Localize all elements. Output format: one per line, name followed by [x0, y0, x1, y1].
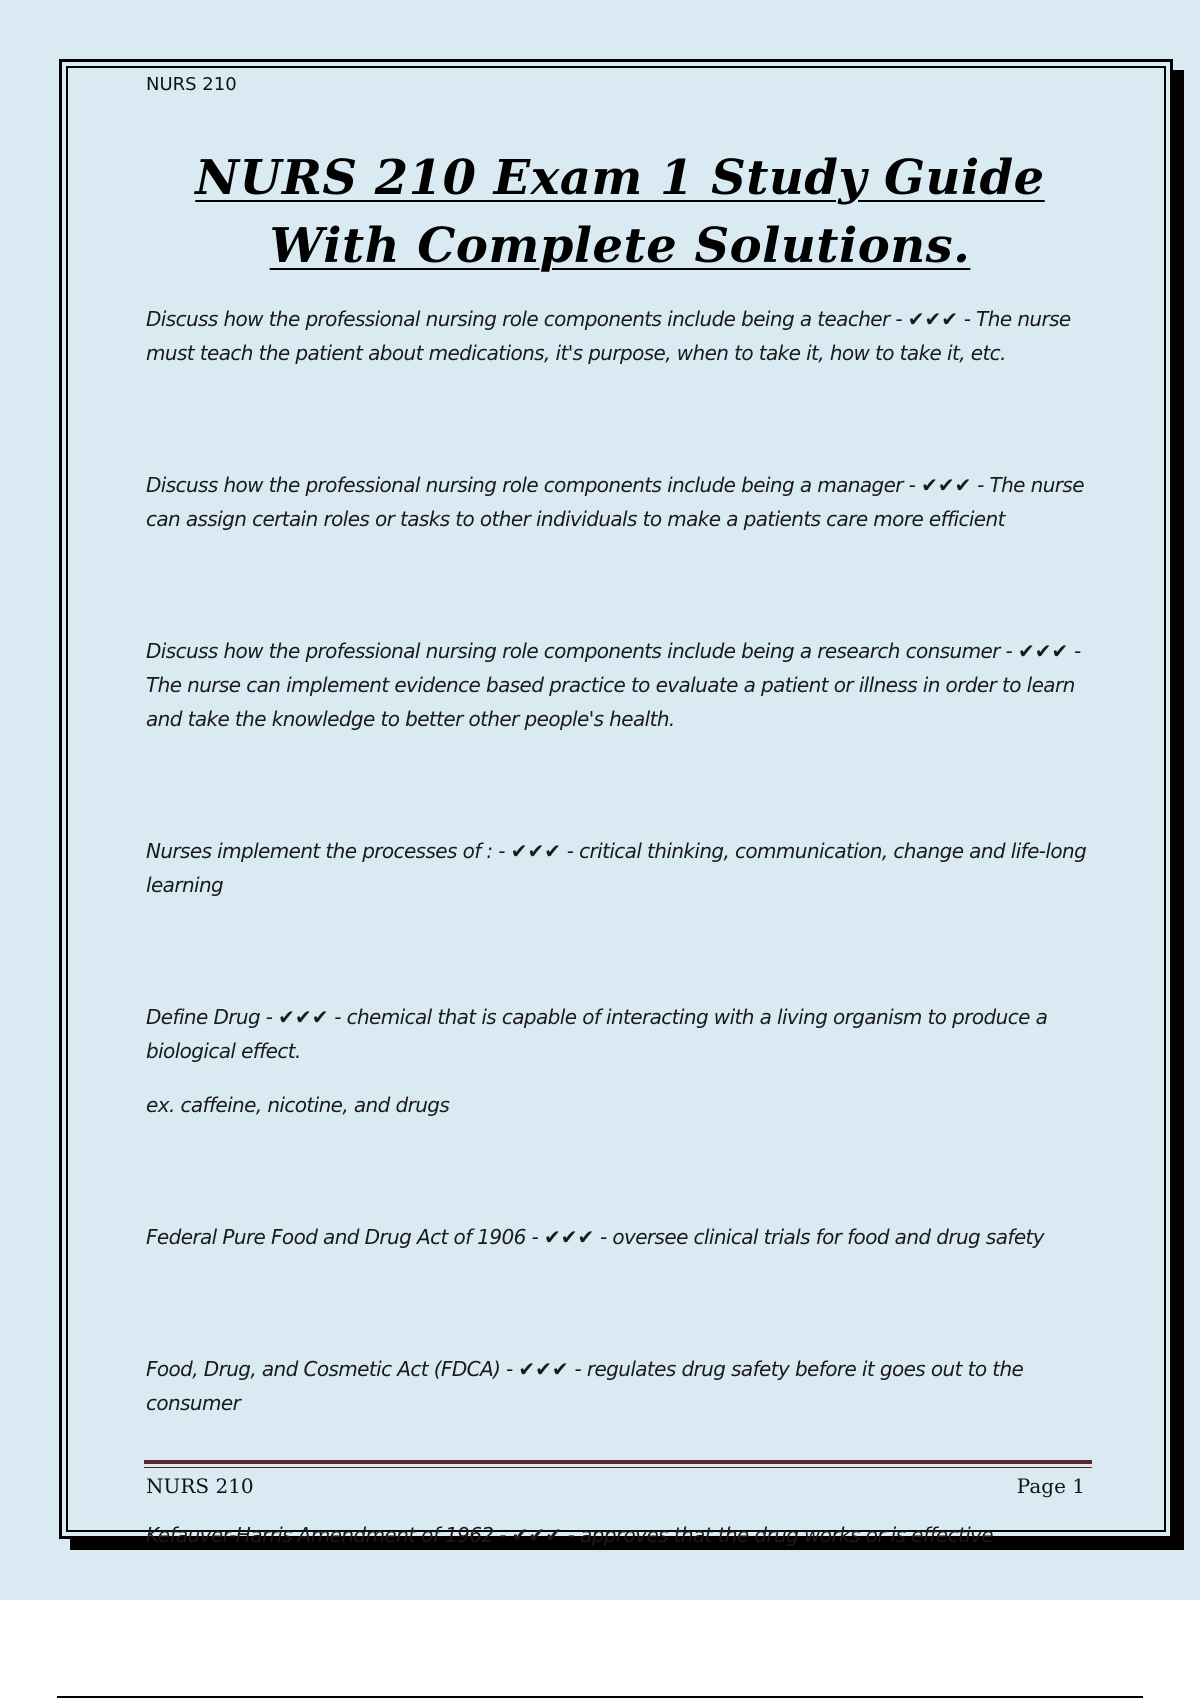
qa-entry — [146, 468, 1091, 536]
footer-page-number: Page 1 — [1016, 1474, 1085, 1498]
question-text: Food, Drug, and Cosmetic Act (FDCA) - — [146, 1357, 519, 1381]
footer-divider-thin — [144, 1467, 1092, 1468]
qa-text — [146, 634, 1091, 736]
study-guide-entries — [146, 302, 1091, 1552]
qa-text — [146, 1000, 1091, 1068]
qa-entry — [146, 302, 1091, 370]
qa-entry — [146, 1000, 1091, 1122]
checkmark-icon: ✔✔✔ — [278, 1005, 329, 1029]
answer-text: - critical thinking, communication, change and life-long learning — [146, 839, 1087, 897]
question-text: Define Drug - — [146, 1005, 279, 1029]
qa-text — [146, 468, 1091, 536]
header-course-code: NURS 210 — [146, 74, 237, 95]
next-page-top-border — [57, 1696, 1143, 1698]
title-line-2: With Complete Solutions. — [269, 218, 971, 274]
question-text: Federal Pure Food and Drug Act of 1906 - — [146, 1225, 544, 1249]
qa-entry — [146, 1352, 1091, 1420]
answer-text: - chemical that is capable of interacting with a living organism to produce a biological effect. — [146, 1005, 1048, 1063]
checkmark-icon: ✔✔✔ — [907, 307, 959, 331]
qa-text — [146, 1352, 1091, 1420]
checkmark-icon: ✔✔✔ — [511, 1523, 562, 1547]
answer-text: - regulates drug safety before it goes out to the consumer — [146, 1357, 1024, 1415]
checkmark-icon: ✔✔✔ — [510, 839, 561, 863]
qa-entry — [146, 834, 1091, 902]
qa-text — [146, 1518, 1091, 1552]
answer-text: - The nurse must teach the patient about medications, it's purpose, when to take it, how to take it, etc. — [146, 307, 1071, 365]
answer-text: - oversee clinical trials for food and drug safety — [594, 1225, 1045, 1249]
question-text: Nurses implement the processes of : - — [146, 839, 511, 863]
checkmark-icon: ✔✔✔ — [1017, 639, 1069, 663]
qa-entry — [146, 1518, 1091, 1552]
document-title — [130, 144, 1110, 280]
checkmark-icon: ✔✔✔ — [518, 1357, 569, 1381]
question-text: Kefauver-Harris Amendment of 1962 - — [146, 1523, 512, 1547]
qa-text — [146, 302, 1091, 370]
qa-text — [146, 1220, 1091, 1254]
qa-entry — [146, 634, 1091, 736]
question-text: Discuss how the professional nursing role components include being a teacher - — [146, 307, 908, 331]
qa-entry — [146, 1220, 1091, 1254]
qa-text — [146, 834, 1091, 902]
checkmark-icon: ✔✔✔ — [543, 1225, 595, 1249]
answer-text: - The nurse can assign certain roles or tasks to other individuals to make a patients care more efficient — [146, 473, 1084, 531]
footer-divider — [144, 1460, 1092, 1464]
answer-text: - The nurse can implement evidence based practice to evaluate a patient or illness in order to learn and take the knowledge to better other people's health. — [146, 639, 1081, 731]
example-text: ex. caffeine, nicotine, and drugs — [146, 1093, 450, 1117]
question-text: Discuss how the professional nursing role components include being a manager - — [146, 473, 922, 497]
footer-course-code: NURS 210 — [146, 1474, 254, 1498]
answer-text: - approves that the drug works or is effective — [561, 1523, 993, 1547]
question-text: Discuss how the professional nursing role components include being a research consumer - — [146, 639, 1018, 663]
checkmark-icon: ✔✔✔ — [921, 473, 972, 497]
title-line-1: NURS 210 Exam 1 Study Guide — [195, 150, 1045, 206]
